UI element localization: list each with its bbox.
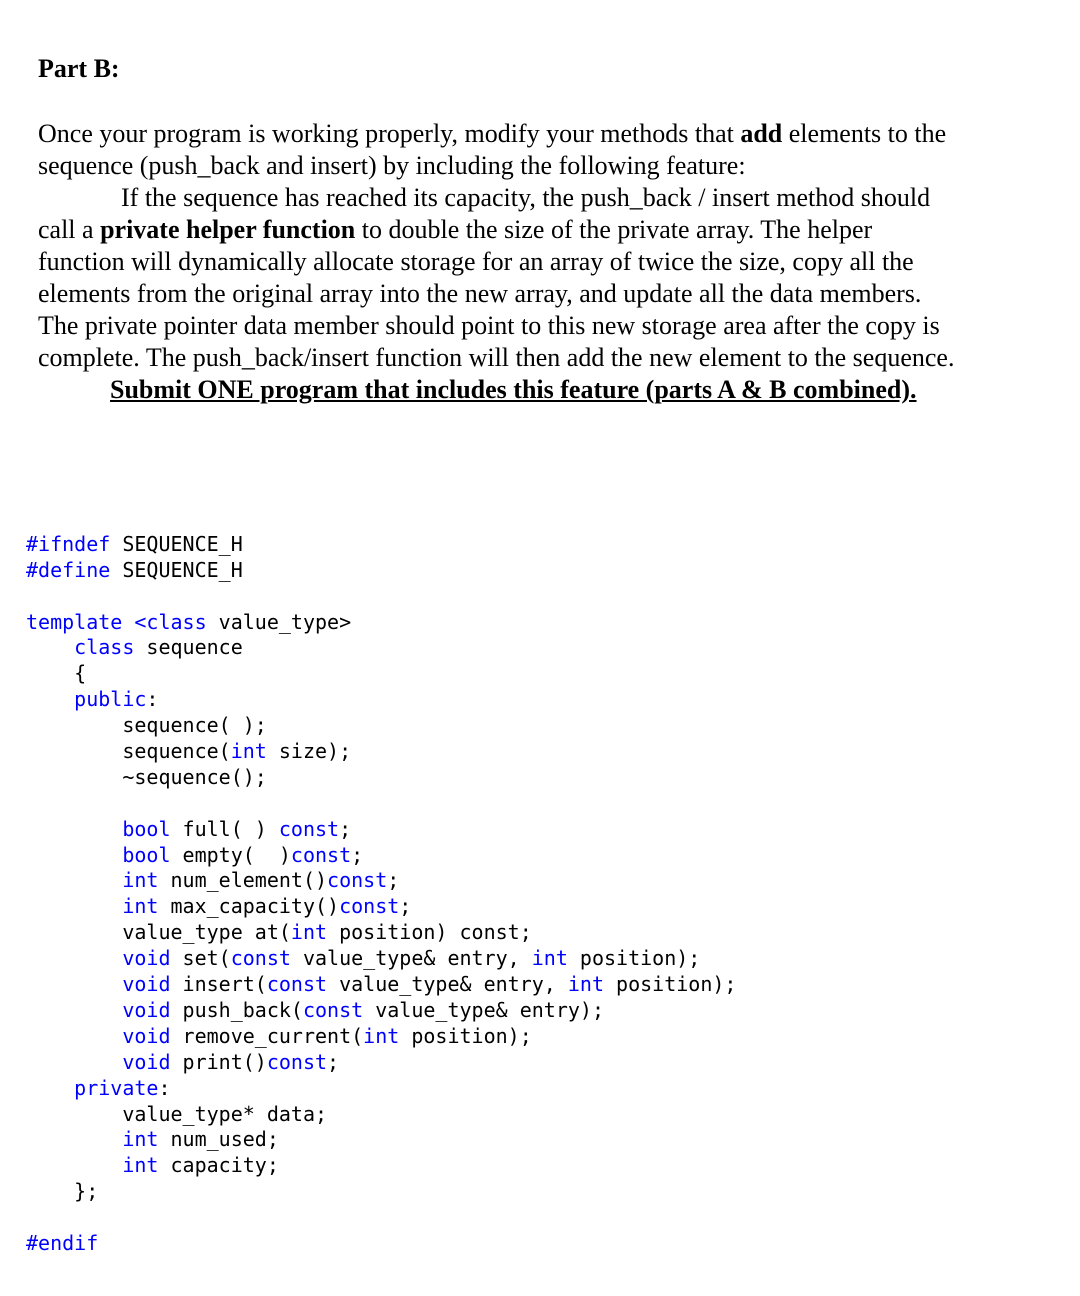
code-line: {: [26, 661, 87, 686]
code-text: push_back(: [170, 997, 303, 1022]
code-text: value_type at(: [26, 920, 291, 945]
code-indent: [26, 868, 122, 892]
paragraph-line: complete. The push_back/insert function will then add the new element to the sequence.: [38, 343, 955, 372]
code-line: [26, 1076, 736, 1102]
code-text: insert(: [170, 972, 267, 997]
keyword: int: [290, 920, 328, 945]
code-line: sequence( );: [26, 713, 267, 738]
code-text: sequence(: [26, 739, 231, 764]
keyword: const: [230, 946, 291, 971]
paragraph-line: [38, 214, 1048, 246]
code-line: [26, 920, 736, 946]
code-line: [26, 687, 736, 713]
keyword: private: [74, 1075, 159, 1100]
code-line-blank: [26, 1205, 736, 1231]
code-text: value_type& entry);: [363, 997, 604, 1022]
code-line: [26, 894, 736, 920]
code-text: :: [146, 687, 159, 712]
code-indent: [26, 1153, 122, 1177]
code-line: [26, 635, 736, 661]
paragraph-line: If the sequence has reached its capacity, the push_back / insert method should: [121, 183, 931, 212]
code-indent: [26, 843, 122, 867]
keyword: #ifndef: [26, 531, 111, 556]
keyword: #endif: [26, 1230, 99, 1255]
bold-text: private helper function: [100, 215, 356, 244]
code-line: [26, 1050, 736, 1076]
keyword: int: [122, 1127, 159, 1152]
code-text: position);: [399, 1023, 532, 1048]
code-indent: [26, 998, 122, 1022]
submit-note: Submit ONE program that includes this feature (parts A & B combined).: [110, 375, 917, 404]
code-text: capacity;: [158, 1153, 279, 1178]
code-text: num_element(): [158, 868, 328, 893]
code-text: position);: [604, 972, 737, 997]
part-heading: Part B:: [38, 54, 120, 83]
code-indent: [26, 946, 122, 970]
keyword: public: [74, 687, 147, 712]
keyword: int: [230, 739, 267, 764]
keyword: void: [122, 972, 171, 997]
instructions-paragraph: [38, 118, 1048, 374]
code-line: };: [26, 1179, 99, 1204]
keyword: int: [531, 946, 568, 971]
code-text: ;: [387, 868, 400, 893]
code-line: [26, 868, 736, 894]
code-line: [26, 532, 736, 558]
code-line: ~sequence();: [26, 764, 267, 789]
keyword: void: [122, 1049, 171, 1074]
text-run: to double the size of the private array. The helper: [355, 215, 873, 244]
code-text: full( ): [170, 816, 279, 841]
code-indent: [26, 1024, 122, 1048]
code-text: value_type& entry,: [290, 946, 532, 971]
code-indent: [26, 687, 74, 711]
code-text: value_type>: [206, 609, 352, 634]
code-line: [26, 1153, 736, 1179]
code-text: ;: [351, 842, 364, 867]
keyword: template: [26, 609, 123, 634]
keyword: class: [146, 609, 207, 634]
keyword: const: [290, 842, 352, 867]
text-run: call a: [38, 215, 101, 244]
keyword: int: [363, 1023, 400, 1048]
code-line: [26, 739, 736, 765]
code-indent: [26, 894, 122, 918]
code-line: [26, 843, 736, 869]
code-indent: [26, 817, 122, 841]
text-run: elements to the: [782, 119, 947, 148]
code-text: ;: [339, 816, 352, 841]
code-text: max_capacity(): [158, 894, 340, 919]
code-line: [26, 998, 736, 1024]
keyword: const: [266, 972, 328, 997]
code-line: [26, 1127, 736, 1153]
keyword: bool: [122, 842, 171, 867]
keyword: const: [302, 997, 364, 1022]
keyword: const: [278, 816, 340, 841]
text-run: Once your program is working properly, modify your methods that: [38, 119, 741, 148]
code-indent: [26, 635, 74, 659]
code-indent: [26, 1076, 74, 1100]
code-text: sequence: [134, 635, 243, 660]
code-listing: [26, 506, 736, 1257]
code-text: empty( ): [170, 842, 291, 867]
code-line-blank: [26, 584, 736, 610]
keyword: int: [122, 1153, 159, 1178]
keyword: int: [567, 972, 604, 997]
code-text: remove_current(: [170, 1023, 364, 1048]
keyword: bool: [122, 816, 171, 841]
keyword: #define: [26, 557, 111, 582]
keyword: class: [74, 635, 135, 660]
code-line: [26, 610, 736, 636]
code-text: print(): [170, 1049, 267, 1074]
keyword: int: [122, 894, 159, 919]
code-text: ;: [399, 894, 412, 919]
code-line: [26, 1231, 736, 1257]
code-line: value_type* data;: [26, 1101, 328, 1126]
bold-text: add: [740, 119, 783, 148]
code-line: [26, 946, 736, 972]
code-text: SEQUENCE_H: [110, 557, 243, 582]
keyword: const: [327, 868, 388, 893]
keyword: void: [122, 997, 171, 1022]
code-text: SEQUENCE_H: [110, 531, 243, 556]
code-indent: [26, 1127, 122, 1151]
code-text: value_type& entry,: [327, 972, 568, 997]
keyword: const: [339, 894, 400, 919]
code-text: num_used;: [158, 1127, 279, 1152]
paragraph-line: [38, 118, 1048, 150]
code-text: ;: [327, 1049, 340, 1074]
keyword: int: [122, 868, 159, 893]
code-text: size);: [266, 739, 352, 764]
code-text: set(: [170, 946, 231, 971]
code-text: position) const;: [327, 920, 532, 945]
code-indent: [26, 1050, 122, 1074]
code-line-blank: [26, 791, 736, 817]
code-indent: [26, 972, 122, 996]
paragraph-line: The private pointer data member should point to this new storage area after the copy is: [38, 311, 940, 340]
code-line: [26, 972, 736, 998]
code-text: position);: [567, 946, 701, 971]
code-line: [26, 558, 736, 584]
code-line: [26, 1024, 736, 1050]
keyword: void: [122, 1023, 171, 1048]
paragraph-line: function will dynamically allocate storage for an array of twice the size, copy all the: [38, 247, 914, 276]
keyword: void: [122, 946, 171, 971]
code-line: [26, 817, 736, 843]
paragraph-line: sequence (push_back and insert) by including the following feature:: [38, 151, 746, 180]
keyword: const: [266, 1049, 328, 1074]
paragraph-line: elements from the original array into the new array, and update all the data members.: [38, 279, 922, 308]
keyword: <: [122, 609, 147, 634]
code-text: :: [158, 1075, 171, 1100]
